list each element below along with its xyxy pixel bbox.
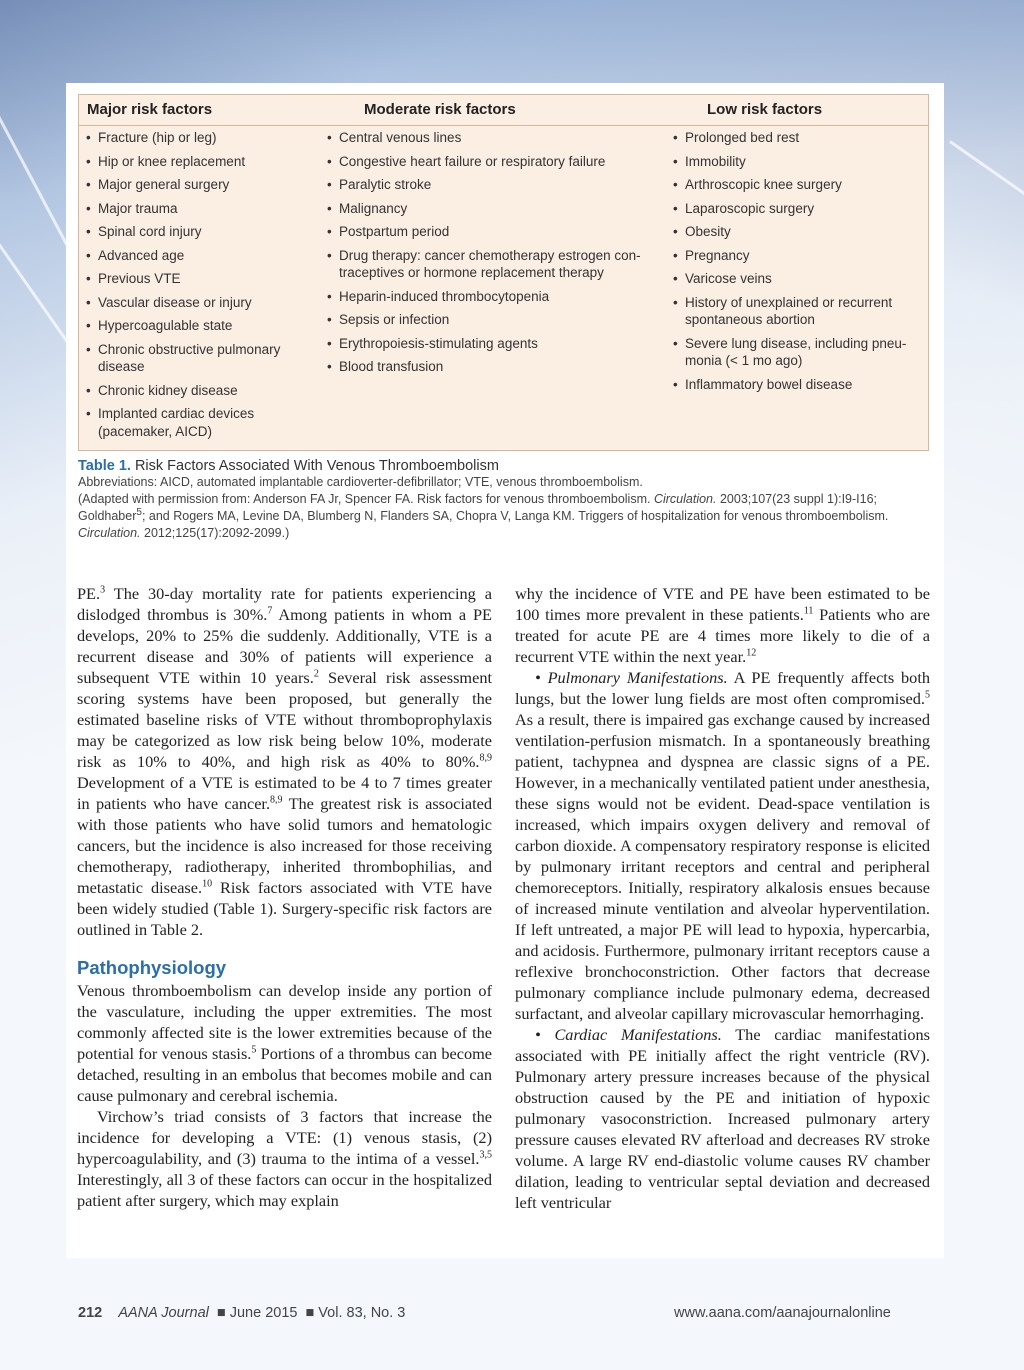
moderate-risk-item: • Central venous lines (327, 129, 657, 147)
caption-title: Risk Factors Associated With Venous Thromboembolism (134, 458, 499, 474)
moderate-column (327, 129, 657, 382)
moderate-risk-item: • Blood transfusion (327, 358, 657, 376)
header-moderate: Moderate risk factors (364, 101, 516, 118)
major-risk-item: • Chronic obstructive pulmonary disease (86, 341, 301, 376)
low-risk-item: • Severe lung disease, including pneu-monia (< 1 mo ago) (673, 335, 913, 370)
header-low: Low risk factors (707, 101, 823, 118)
moderate-risk-item: • Congestive heart failure or respiratory failure (327, 153, 657, 171)
major-risk-item: • Chronic kidney disease (86, 382, 301, 400)
caption-label: Table 1. (78, 458, 131, 474)
subheading-cardiac: • Cardiac Manifestations. (535, 1025, 722, 1044)
major-column (86, 129, 301, 446)
low-risk-item: • Inflammatory bowel disease (673, 376, 913, 394)
body-right-column (515, 583, 930, 1213)
table-caption (78, 458, 938, 542)
caption-abbreviations: Abbreviations: AICD, automated implantable cardioverter-defibrillator; VTE, venous thromboembolism. (78, 475, 643, 489)
paragraph: • Cardiac Manifestations. The cardiac manifestations associated with PE initially affect the right ventricle (RV). Pulmonary artery pressure increases because of the physical obstruction caused by the PE and initiation of hypoxic pulmonary vasoconstriction. Increased pulmonary artery pressure causes elevated RV afterload and decreases RV stroke volume. A large RV end-diastolic volume causes RV chamber dilation, leading to ventricular septal deviation and decreased left ventricular (515, 1025, 930, 1212)
major-risk-item: • Hypercoagulable state (86, 317, 301, 335)
paragraph: • Pulmonary Manifestations. A PE frequently affects both lungs, but the lower lung fields are most often compromised.$^5$ As a result, there is impaired gas exchange caused by increased ventilation-perfusion mismatch. In a spontaneously breathing patient, tachypnea and dyspnea are classic signs of a PE. However, in a mechanically ventilated patient under anesthesia, these signs would not be evident. Dead-space ventilation is increased, which impairs oxygen delivery and removal of carbon dioxide. A compensatory respiratory response is elicited by pulmonary irritant receptors and central and peripheral chemoreceptors. Initially, respiratory alkalosis ensues because of increased minute ventilation and alveolar hyperventilation. If left untreated, a major PE will lead to hypoxia, hypercarbia, and acidosis. Furthermore, pulmonary irritant receptors cause a reflexive bronchoconstriction. Other factors that decrease pulmonary compliance include pulmonary edema, decreased surfactant, and alveolar capillary microvascular hemorrhaging. (515, 668, 930, 1023)
footer-left: 212 AANA Journal ■ June 2015 ■ Vol. 83, No. 3 (78, 1305, 406, 1321)
header-major: Major risk factors (87, 101, 213, 118)
major-risk-item: • Spinal cord injury (86, 223, 301, 241)
risk-factors-table (78, 94, 929, 451)
low-column (673, 129, 913, 399)
issue-date: June 2015 (229, 1305, 298, 1321)
low-risk-item: • Arthroscopic knee surgery (673, 176, 913, 194)
volume-issue: Vol. 83, No. 3 (318, 1305, 406, 1321)
body-left-column (77, 583, 492, 1211)
moderate-risk-item: • Paralytic stroke (327, 176, 657, 194)
page-number: 212 (78, 1305, 103, 1321)
major-risk-item: • Implanted cardiac devices (pacemaker, AICD) (86, 405, 301, 440)
low-risk-item: • Pregnancy (673, 247, 913, 265)
major-risk-item: • Hip or knee replacement (86, 153, 301, 171)
caption-source: (Adapted with permission from: Anderson FA Jr, Spencer FA. Risk factors for venous thromboembolism. Circulation. 2003;107(23 suppl 1):I9-I16; Goldhaber$^5$; and Rogers MA, Levine DA, Blumberg N, Flanders SA, Chopra V, Langa KM. Triggers of hospitalization for venous thromboembolism. Circulation. 2012;125(17):2092-2099.) (78, 492, 889, 540)
footer-url[interactable]: www.aana.com/aanajournalonline (674, 1305, 891, 1321)
major-risk-item: • Major trauma (86, 200, 301, 218)
low-risk-item: • History of unexplained or recurrent spontaneous abortion (673, 294, 913, 329)
moderate-risk-item: • Postpartum period (327, 223, 657, 241)
moderate-risk-item: • Erythropoiesis-stimulating agents (327, 335, 657, 353)
low-risk-item: • Obesity (673, 223, 913, 241)
low-risk-item: • Immobility (673, 153, 913, 171)
section-heading: Pathophysiology (77, 957, 227, 978)
paragraph: Virchow’s triad consists of 3 factors that increase the incidence for developing a VTE: (1) venous stasis, (2) hypercoagulability, and (3) trauma to the intima of a vessel.$^{3,5}$ Interestingly, all 3 of these factors can occur in the hospitalized patient after surgery, which may explain (77, 1107, 492, 1210)
subheading-pulmonary: • Pulmonary Manifestations. (535, 668, 728, 687)
journal-name: AANA Journal (118, 1305, 209, 1321)
moderate-risk-item: • Malignancy (327, 200, 657, 218)
moderate-risk-item: • Sepsis or infection (327, 311, 657, 329)
low-risk-item: • Varicose veins (673, 270, 913, 288)
moderate-risk-item: • Drug therapy: cancer chemotherapy estrogen con-traceptives or hormone replacement therapy (327, 247, 657, 282)
major-risk-item: • Major general surgery (86, 176, 301, 194)
moderate-risk-item: • Heparin-induced thrombocytopenia (327, 288, 657, 306)
major-risk-item: • Vascular disease or injury (86, 294, 301, 312)
paragraph: Venous thromboembolism can develop inside any portion of the vasculature, including the upper extremities. The most commonly affected site is the lower extremities because of the potential for venous stasis.$^5$ Portions of a thrombus can become detached, resulting in an embolus that becomes mobile and can cause pulmonary and cerebral ischemia. (77, 981, 493, 1105)
low-risk-item: • Laparoscopic surgery (673, 200, 913, 218)
major-risk-item: • Advanced age (86, 247, 301, 265)
paragraph: why the incidence of VTE and PE have been estimated to be 100 times more prevalent in these patients.$^{11}$ Patients who are treated for acute PE are 4 times more likely to die of a recurrent VTE within the next year.$^{12}$ (515, 584, 931, 666)
major-risk-item: • Fracture (hip or leg) (86, 129, 301, 147)
table-header-row (79, 95, 928, 126)
paragraph: PE.$^3$ The 30-day mortality rate for patients experiencing a dislodged thrombus is 30%.$^7$ Among patients in whom a PE develops, 20% to 25% die suddenly. Additionally, VTE is a recurrent disease and 30% of patients will experience a subsequent VTE within 10 years.$^2$ Several risk assessment scoring systems have been proposed, but generally the estimated baseline risks of VTE without thromboprophylaxis may be categorized as low risk being below 10%, moderate risk as 10% to 40%, and high risk as 40% to 80%.$^{8,9}$ Development of a VTE is estimated to be 4 to 7 times greater in patients who have cancer.$^{8,9}$ The greatest risk is associated with those patients who have solid tumors and hematologic cancers, but the incidence is also increased for those receiving chemotherapy, radiotherapy, inherited thrombophilias, and metastatic disease.$^{10}$ Risk factors associated with VTE have been widely studied (Table 1). Surgery-specific risk factors are outlined in Table 2. (77, 584, 492, 939)
major-risk-item: • Previous VTE (86, 270, 301, 288)
low-risk-item: • Prolonged bed rest (673, 129, 913, 147)
